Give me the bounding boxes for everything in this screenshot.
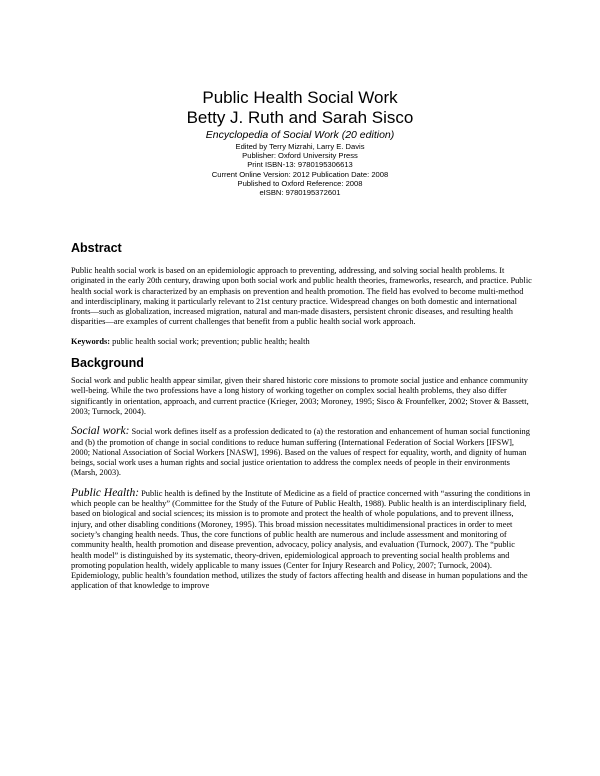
meta-eisbn: eISBN: 9780195372601 [259,188,341,198]
meta-online-version: Current Online Version: 2012 Publication Date: 2008 [211,169,389,179]
abstract-paragraph: Public health social work is based on an epidemiologic approach to preventing, addressing, and solving social health problems. It originated in the early 20th century, drawing upon both social work and public health theories, frameworks, research, and practice. Public health social work is characterized by an emphasis on prevention and health promotion. The field has evolved to become multi-method and interdisciplinary, making it particularly relevant to 21st century practice. Widespread changes on both domestic and international fronts—such as globalization, increased migration, natural and man-made disasters, persistent chronic diseases, and resulting health disparities—are examples of current challenges that benefit from a public health social work approach. [71,266,532,327]
document-body [71,240,533,592]
social-work-text: Social work defines itself as a profession dedicated to (a) the restoration and enhancement of human social functioning and (b) the promotion of change in social conditions to reduce human suffering (International Federation of Social Workers [IFSW], 2000; National Association of Social Workers [NASW], 1996). Based on the values of respect for equality, worth, and dignity of human beings, social work uses a human rights and social justice orientation to address the complex needs of people in their environments (Marsh, 2003). [71,427,530,478]
meta-editors: Edited by Terry Mizrahi, Larry E. Davis [235,142,365,151]
background-heading: Background [71,356,144,371]
meta-print-isbn: Print ISBN-13: 9780195306613 [247,160,353,170]
public-health-text: Public health is defined by the Institute of Medicine as a field of practice concerned with “assuring the conditions in which people can be healthy” (Committee for the Study of the Future of Public Health, 1988). Public health is an interdisciplinary field, based on biological and social sciences; its mission is to promote and protect the health of whole populations, and to prevent illness, injury, and other disabling conditions (Moroney, 1995). This broad mission necessitates multidimensional practices in order to meet society’s changing health needs. Thus, the core functions of public health are numerous and include assessment and monitoring of community health, health promotion and disease prevention, advocacy, policy analysis, and evaluation (Turnock, 2007). The “public health model” is distinguished by its systematic, theory-driven, epidemiological approach to preventing social health problems and promoting population health, widely applicable to many issues (Center for Injury Research and Policy, 2007; Turnock, 2004). Epidemiology, public health’s foundation method, utilizes the study of factors affecting health and disease in human populations and the application of that knowledge to improve [71,488,531,591]
article-title: Public Health Social Work [202,88,398,107]
abstract-heading: Abstract [71,241,122,255]
meta-published-reference: Published to Oxford Reference: 2008 [237,178,363,188]
encyclopedia-title: Encyclopedia of Social Work (20 edition) [205,129,395,141]
document-header [0,88,600,197]
keywords-text: public health social work; prevention; public health; health [110,336,310,346]
keywords-label: Keywords: [71,336,111,346]
social-work-paragraph [71,426,533,478]
public-health-lead: Public Health: [71,486,140,499]
background-paragraph: Social work and public health appear similar, given their shared historic core missions to promote social justice and enhance community well-being. While the two professions have a long history of working together on complex social health problems, they also differ significantly in orientation, approach, and current practice (Krieger, 2003; Moroney, 1995; Sisco & Frounfelker, 2002; Stover & Bassett, 2003; Turnock, 2004). [71,376,529,416]
article-authors: Betty J. Ruth and Sarah Sisco [186,108,414,127]
keywords-line [71,337,533,347]
meta-publisher: Publisher: Oxford University Press [242,151,358,161]
public-health-paragraph [71,488,533,592]
social-work-lead: Social work: [71,425,130,438]
